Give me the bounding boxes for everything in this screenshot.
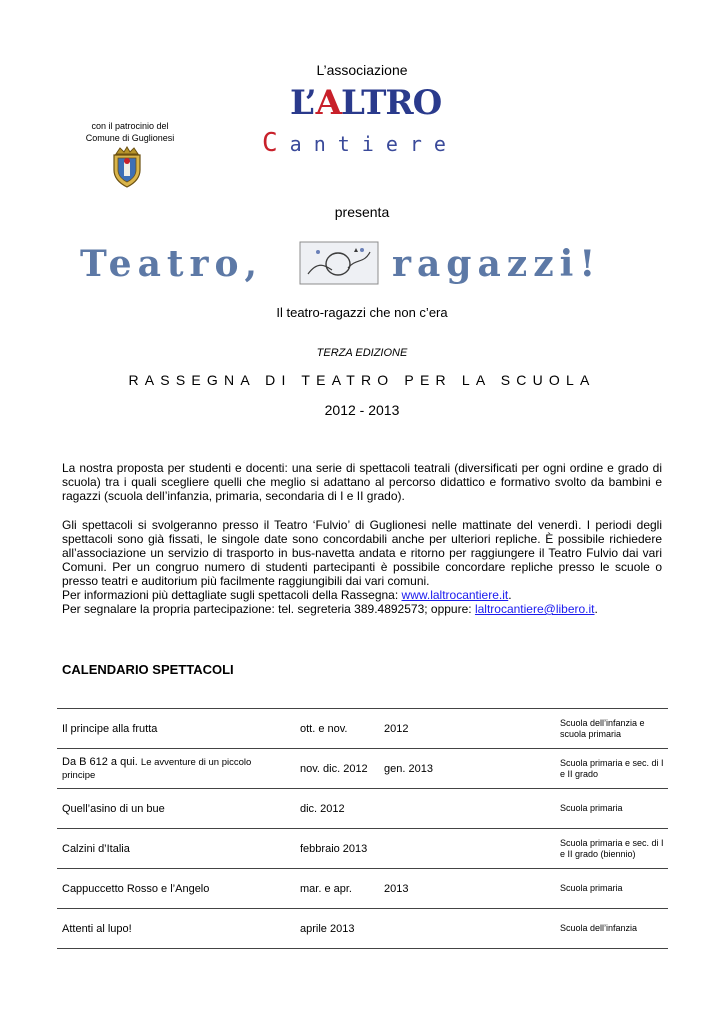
show-title: Calzini d’Italia: [62, 842, 130, 855]
banner-word-ragazzi: ragazzi!: [392, 243, 602, 285]
info-line: Gli spettacoli si svolgeranno presso il Teatro ‘Fulvio’ di Guglionesi nelle mattinate del venerdì. I periodi degli: [62, 518, 662, 532]
table-row: [57, 868, 668, 908]
email-link[interactable]: laltrocantiere@libero.it: [474, 602, 595, 616]
table-row: [57, 908, 668, 949]
edition-label: TERZA EDIZIONE: [316, 347, 408, 359]
info-paragraph: [62, 518, 662, 616]
logo-part-a: A: [315, 83, 341, 123]
table-row: [57, 748, 668, 788]
period-cell-2: gen. 2013: [384, 762, 433, 775]
intro-paragraph: [62, 461, 662, 503]
school-level: Scuola primaria e sec. di I e II grado (biennio): [560, 837, 664, 859]
period-cell: aprile 2013: [300, 922, 355, 935]
logo-part-l: L’: [290, 83, 316, 123]
period-cell: mar. e apr.: [300, 882, 352, 895]
show-subtitle: Le avventure di un piccolo principe: [62, 756, 252, 781]
laltro-logo: [290, 83, 442, 123]
child-drawing-icon: [298, 240, 380, 286]
school-level: Scuola primaria: [560, 883, 623, 893]
show-title-cell: [62, 789, 287, 828]
logo-part-ltro: LTRO: [340, 83, 442, 123]
banner-word-teatro: Teatro,: [80, 243, 264, 285]
info-line: spettacoli sono già fissati, le singole date sono concordabili anche per ulteriori repliche. È possibile richiedere: [62, 532, 662, 546]
period-cell: febbraio 2013: [300, 842, 368, 855]
info-line: presso teatri e auditorium più facilmente raggiungibili dai vari comuni.: [62, 574, 430, 588]
info-contact-line: [62, 602, 662, 616]
info-contact-suffix: .: [594, 602, 598, 616]
table-row: [57, 828, 668, 868]
school-level: Scuola dell’infanzia: [560, 923, 638, 933]
show-title: Attenti al lupo!: [62, 922, 132, 935]
patronage-note: [70, 120, 190, 144]
intro-line: La nostra proposta per studenti e docenti: una serie di spettacoli teatrali (diversificati per ogni ordine e grado di: [62, 461, 662, 475]
period-cell: ott. e nov.: [300, 722, 348, 735]
intro-line: scuola) tra i quali scegliere quelli che meglio si adattano al percorso didattico e formativo svolto da bambini e: [62, 475, 662, 489]
municipal-crest-icon: [110, 146, 144, 188]
period-cell-2: 2013: [384, 882, 409, 895]
calendar-table: [57, 708, 668, 949]
info-website-prefix: Per informazioni più dettagliate sugli spettacoli della Rassegna:: [62, 588, 402, 602]
title-banner: [80, 240, 640, 290]
show-title: Cappuccetto Rosso e l’Angelo: [62, 882, 210, 895]
table-row: [57, 708, 668, 748]
show-title-cell: [62, 709, 287, 748]
school-level-cell: [560, 789, 666, 828]
school-level-cell: [560, 869, 666, 908]
presents-label: presenta: [334, 204, 390, 220]
school-level-cell: [560, 749, 666, 788]
school-level: Scuola dell’infanzia e scuola primaria: [560, 717, 645, 739]
website-link[interactable]: www.laltrocantiere.it: [401, 588, 509, 602]
show-title: Quell’asino di un bue: [62, 802, 165, 815]
festival-title: RASSEGNA DI TEATRO PER LA SCUOLA: [128, 372, 596, 388]
cantiere-logo: [262, 128, 458, 158]
period-cell: nov. dic. 2012: [300, 762, 368, 775]
season-years: 2012 - 2013: [324, 402, 400, 418]
show-title: Il principe alla frutta: [62, 722, 158, 735]
school-level-cell: [560, 829, 666, 868]
show-title-cell: [62, 749, 287, 788]
show-title-cell: [62, 829, 287, 868]
info-website-suffix: .: [508, 588, 512, 602]
info-line: Comuni. Per un congruo numero di studenti partecipanti è possibile concordare repliche presso le scuole o: [62, 560, 662, 574]
show-title: Da B 612 a qui.: [62, 755, 138, 768]
info-contact-prefix: Per segnalare la propria partecipazione: tel. segreteria 389.4892573; oppure:: [62, 602, 475, 616]
intro-line: ragazzi (scuola dell’infanzia, primaria, secondaria di I e II grado).: [62, 489, 405, 503]
cantiere-rest: antiere: [289, 132, 458, 156]
school-level: Scuola primaria e sec. di I e II grado: [560, 757, 664, 779]
info-website-line: [62, 588, 662, 602]
school-level-cell: [560, 709, 666, 748]
period-cell: dic. 2012: [300, 802, 345, 815]
period-cell-2: 2012: [384, 722, 409, 735]
show-title-cell: [62, 909, 287, 948]
show-title-cell: [62, 869, 287, 908]
association-intro: L’associazione: [316, 62, 408, 78]
info-line: all’associazione un servizio di trasporto in bus-navetta andata e ritorno per raggiungere il Teatro Fulvio dai vari: [62, 546, 662, 560]
cantiere-first-letter: C: [262, 128, 290, 158]
calendar-title: CALENDARIO SPETTACOLI: [62, 662, 234, 677]
school-level-cell: [560, 909, 666, 948]
patronage-line-2: Comune di Guglionesi: [85, 133, 175, 143]
patronage-line-1: con il patrocinio del: [91, 121, 169, 131]
school-level: Scuola primaria: [560, 803, 623, 813]
tagline: Il teatro-ragazzi che non c’era: [276, 305, 448, 320]
table-row: [57, 788, 668, 828]
